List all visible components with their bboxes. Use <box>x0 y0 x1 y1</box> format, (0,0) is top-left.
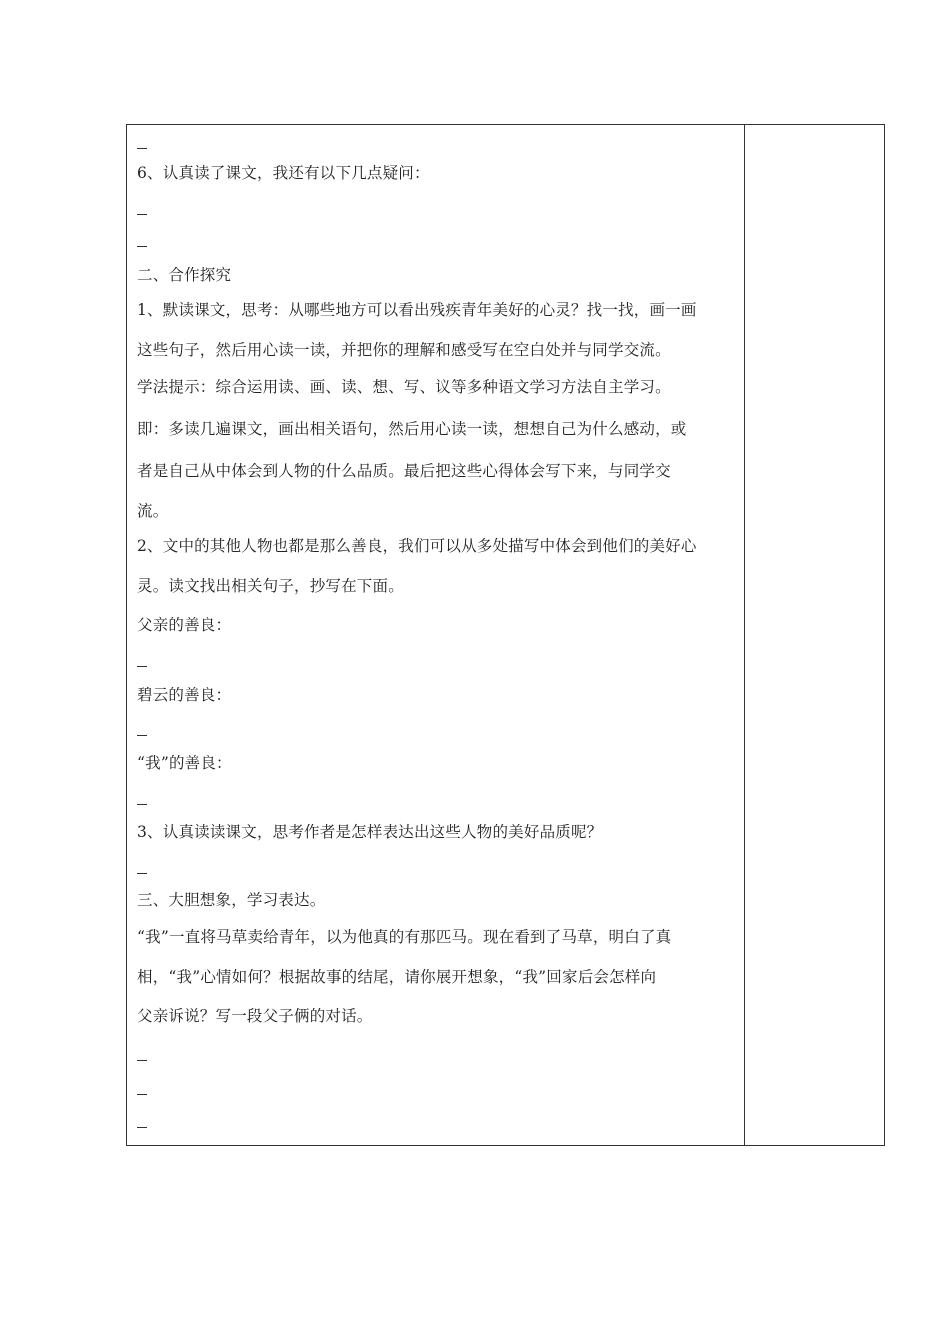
writing-task-line: 父亲诉说？写一段父子俩的对话。 <box>137 1007 373 1025</box>
task-1-line: 这些句子，然后用心读一读，并把你的理解和感受写在空白处并与同学交流。 <box>137 341 671 359</box>
task-2-line: 灵。读文找出相关句子，抄写在下面。 <box>137 577 404 595</box>
section-heading: 三、大胆想象，学习表达。 <box>137 891 326 909</box>
writing-task-line: “我”一直将马草卖给青年，以为他真的有那匹马。现在看到了马草，明白了真 <box>137 928 672 946</box>
answer-blank <box>137 214 147 215</box>
answer-blank <box>137 1127 147 1128</box>
answer-blank <box>137 148 147 149</box>
answer-blank <box>137 735 147 736</box>
question-6: 6、认真读了课文，我还有以下几点疑问： <box>137 164 430 182</box>
study-tip-line: 即：多读几遍课文，画出相关语句，然后用心读一读，想想自己为什么感动，或 <box>137 420 687 438</box>
worksheet-table <box>126 124 885 1146</box>
writing-task-line: 相，“我”心情如何？根据故事的结尾，请你展开想象，“我”回家后会怎样向 <box>137 968 657 986</box>
prompt-label: 父亲的善良： <box>137 616 232 634</box>
task-2-line: 2、文中的其他人物也都是那么善良，我们可以从多处描写中体会到他们的美好心 <box>137 537 697 555</box>
answer-blank <box>137 246 147 247</box>
answer-blank <box>137 666 147 667</box>
answer-blank <box>137 804 147 805</box>
task-1-line: 1、默读课文，思考：从哪些地方可以看出残疾青年美好的心灵？找一找，画一画 <box>137 301 697 319</box>
answer-blank <box>137 873 147 874</box>
answer-blank <box>137 1094 147 1095</box>
study-tip-line: 学法提示：综合运用读、画、读、想、写、议等多种语文学习方法自主学习。 <box>137 378 671 396</box>
prompt-label: 碧云的善良： <box>137 686 232 704</box>
prompt-label: “我”的善良： <box>137 754 232 772</box>
question-3: 3、认真读读课文，思考作者是怎样表达出这些人物的美好品质呢？ <box>137 823 603 841</box>
answer-blank <box>137 1060 147 1061</box>
study-tip-line: 者是自己从中体会到人物的什么品质。最后把这些心得体会写下来，与同学交 <box>137 462 671 480</box>
study-tip-line: 流。 <box>137 502 169 520</box>
section-heading: 二、合作探究 <box>137 266 232 284</box>
column-divider <box>744 125 745 1145</box>
main-cell <box>137 125 737 1145</box>
